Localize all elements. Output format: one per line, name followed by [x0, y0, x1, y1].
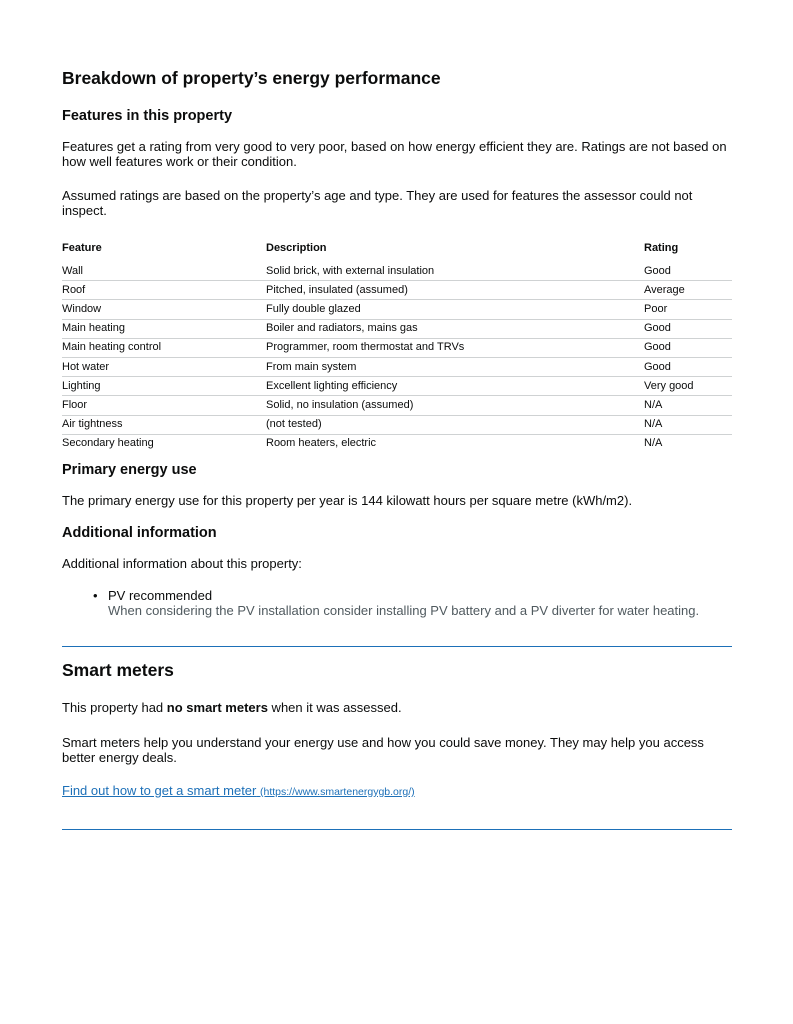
table-cell-description: Excellent lighting efficiency [266, 377, 644, 396]
list-item-detail: When considering the PV installation consider installing PV battery and a PV diverter for water heating. [108, 603, 700, 618]
table-cell-rating: N/A [644, 415, 732, 434]
features-table [62, 242, 732, 453]
table-cell-feature: Wall [62, 262, 266, 281]
table-row [62, 338, 732, 357]
table-cell-description: Boiler and radiators, mains gas [266, 319, 644, 338]
breakdown-title: Breakdown of property’s energy performance [62, 68, 441, 88]
table-cell-rating: Average [644, 281, 732, 300]
smart-meters-status-bold: no smart meters [166, 700, 268, 715]
table-cell-feature: Window [62, 300, 266, 319]
table-row [62, 357, 732, 376]
table-cell-rating: Very good [644, 377, 732, 396]
list-item [62, 588, 732, 618]
table-cell-description: Fully double glazed [266, 300, 644, 319]
table-cell-rating: N/A [644, 437, 663, 450]
table-row [62, 434, 732, 453]
column-header-rating: Rating [644, 242, 679, 254]
features-heading: Features in this property [62, 108, 233, 124]
smart-meters-status-prefix: This property had [62, 700, 167, 715]
table-cell-feature: Floor [62, 396, 266, 415]
list-item-title: PV recommended [108, 588, 213, 603]
table-cell-feature: Main heating [62, 319, 266, 338]
table-row [62, 396, 732, 415]
table-cell-description: Solid brick, with external insulation [266, 262, 644, 281]
additional-info-heading: Additional information [62, 525, 217, 541]
features-intro-2: Assumed ratings are based on the property’s age and type. They are used for features the assessor could not inspect. [62, 188, 693, 218]
smart-meters-status [62, 700, 732, 715]
features-table-body [62, 262, 732, 453]
table-row [62, 377, 732, 396]
table-cell-description: Solid, no insulation (assumed) [266, 396, 644, 415]
table-cell-description: From main system [266, 357, 644, 376]
table-cell-rating: Good [644, 338, 732, 357]
table-cell-description: Room heaters, electric [266, 437, 377, 450]
smart-meters-info: Smart meters help you understand your energy use and how you could save money. They may help you access better energy deals. [62, 735, 704, 765]
column-header-description: Description [266, 242, 327, 254]
smart-meter-link-line [62, 783, 732, 800]
table-cell-feature: Lighting [62, 377, 266, 396]
bullet-icon: • [93, 588, 98, 603]
table-row [62, 319, 732, 338]
features-intro-1: Features get a rating from very good to very poor, based on how energy efficient they are. Ratings are not based on how well features work or their condition. [62, 139, 727, 169]
table-cell-feature: Secondary heating [62, 437, 154, 450]
table-cell-rating: N/A [644, 396, 732, 415]
table-row [62, 262, 732, 281]
smart-meter-link-text: Find out how to get a smart meter [62, 783, 257, 798]
table-cell-rating: Good [644, 319, 732, 338]
table-row [62, 300, 732, 319]
table-cell-feature: Roof [62, 281, 266, 300]
table-cell-rating: Good [644, 357, 732, 376]
table-header-row [62, 242, 732, 262]
table-row [62, 415, 732, 434]
additional-info-text: Additional information about this property: [62, 556, 302, 571]
primary-energy-text: The primary energy use for this property per year is 144 kilowatt hours per square metre (kWh/m2). [62, 493, 633, 508]
table-cell-feature: Hot water [62, 357, 266, 376]
primary-energy-heading: Primary energy use [62, 462, 197, 478]
table-cell-description: Programmer, room thermostat and TRVs [266, 338, 644, 357]
smart-meters-status-suffix: when it was assessed. [267, 700, 402, 715]
table-cell-rating: Poor [644, 300, 732, 319]
additional-info-list [62, 588, 732, 618]
table-cell-feature: Main heating control [62, 338, 266, 357]
table-cell-rating: Good [644, 262, 732, 281]
table-cell-feature: Air tightness [62, 415, 266, 434]
table-row [62, 281, 732, 300]
smart-meter-link[interactable] [62, 783, 415, 798]
section-divider [62, 646, 732, 647]
table-cell-description: (not tested) [266, 415, 644, 434]
column-header-feature: Feature [62, 242, 102, 254]
table-cell-description: Pitched, insulated (assumed) [266, 281, 644, 300]
smart-meters-heading: Smart meters [62, 660, 174, 680]
footer-divider [62, 829, 732, 830]
smart-meter-link-url: (https://www.smartenergygb.org/) [260, 786, 415, 798]
